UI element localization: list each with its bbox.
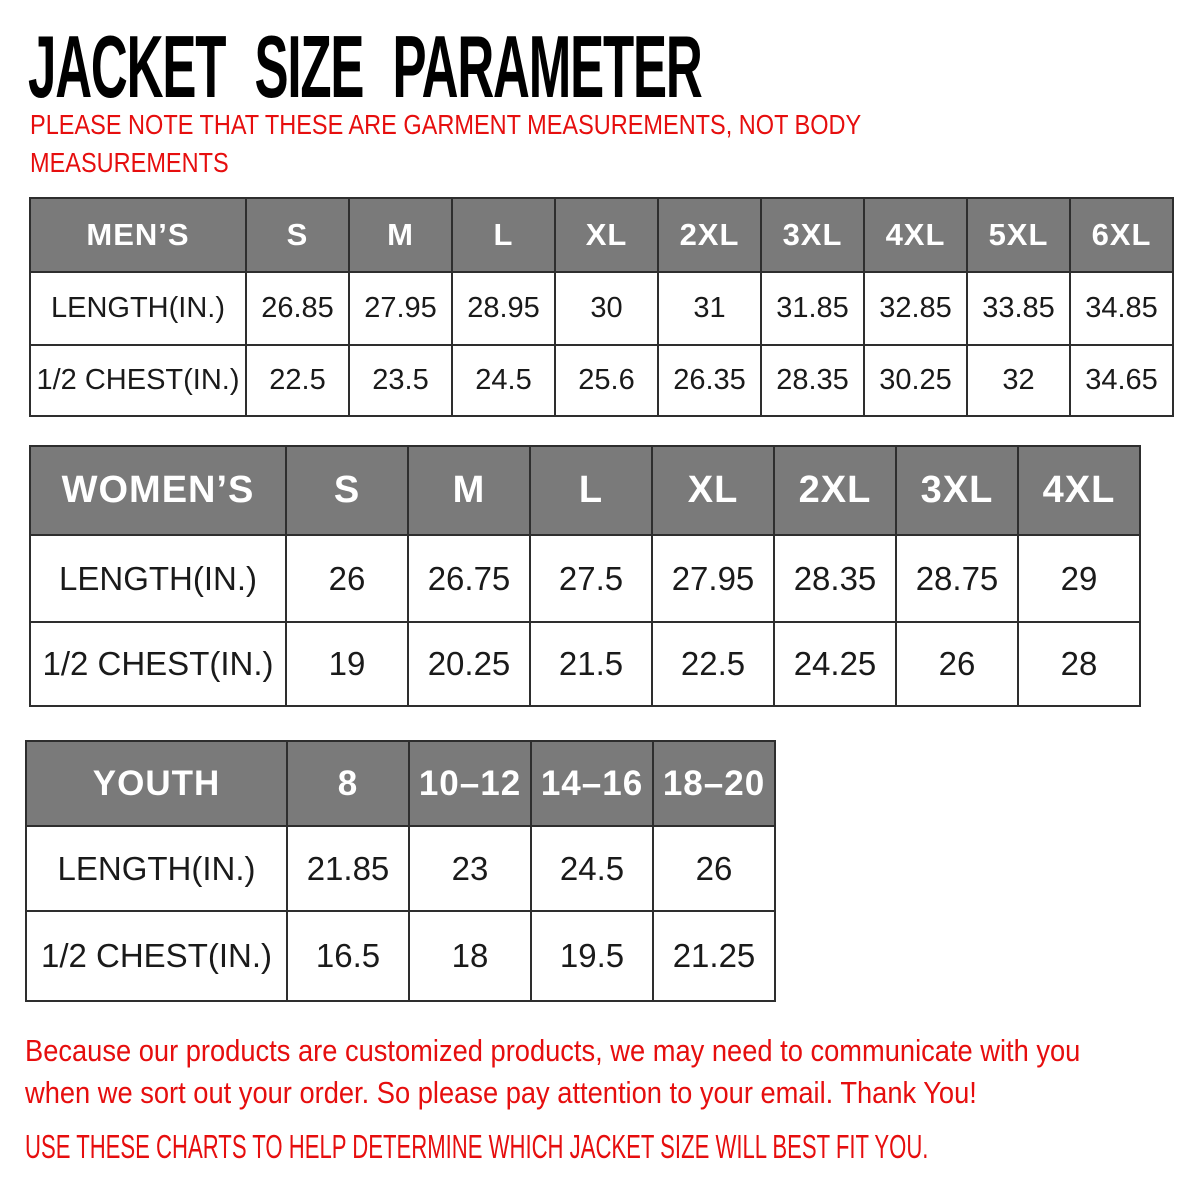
customization-notice: [25, 1030, 1080, 1114]
mens-row-label: 1/2 CHEST(IN.): [31, 346, 247, 417]
garment-measurement-note: [30, 106, 861, 182]
womens-size-table: [29, 445, 1141, 707]
mens-length-value: 31: [659, 273, 762, 346]
note-line-1: PLEASE NOTE THAT THESE ARE GARMENT MEASUREMENTS, NOT BODY: [30, 109, 862, 140]
mens-chest-value: 32: [968, 346, 1071, 417]
mens-size-header: S: [247, 199, 350, 273]
womens-size-header: S: [287, 447, 409, 536]
mens-length-value: 30: [556, 273, 659, 346]
womens-row-label: 1/2 CHEST(IN.): [31, 623, 287, 707]
womens-size-header: M: [409, 447, 531, 536]
womens-size-header: 2XL: [775, 447, 897, 536]
mens-length-value: 26.85: [247, 273, 350, 346]
customization-notice-line-1: Because our products are customized products, we may need to communicate with you: [25, 1033, 1081, 1068]
womens-length-value: 28.35: [775, 536, 897, 623]
mens-size-header: 3XL: [762, 199, 865, 273]
page-title: JACKET SIZE PARAMETER: [28, 17, 702, 116]
chart-usage-note: USE THESE CHARTS TO HELP DETERMINE WHICH JACKET SIZE WILL BEST FIT YOU.: [25, 1128, 929, 1165]
youth-length-value: 21.85: [288, 827, 410, 912]
womens-size-header: L: [531, 447, 653, 536]
womens-length-value: 26: [287, 536, 409, 623]
mens-table-title: MEN’S: [31, 199, 247, 273]
mens-chest-value: 30.25: [865, 346, 968, 417]
mens-length-value: 32.85: [865, 273, 968, 346]
mens-chest-value: 25.6: [556, 346, 659, 417]
womens-chest-value: 28: [1019, 623, 1141, 707]
mens-chest-value: 28.35: [762, 346, 865, 417]
mens-size-header: 4XL: [865, 199, 968, 273]
womens-length-value: 27.5: [531, 536, 653, 623]
womens-length-value: 28.75: [897, 536, 1019, 623]
mens-chest-value: 22.5: [247, 346, 350, 417]
mens-chest-value: 24.5: [453, 346, 556, 417]
youth-size-header: 8: [288, 742, 410, 827]
womens-size-header: 4XL: [1019, 447, 1141, 536]
womens-chest-value: 21.5: [531, 623, 653, 707]
mens-chest-value: 26.35: [659, 346, 762, 417]
mens-length-value: 31.85: [762, 273, 865, 346]
womens-chest-value: 26: [897, 623, 1019, 707]
mens-size-table: [29, 197, 1174, 417]
customization-notice-line-2: when we sort out your order. So please pay attention to your email. Thank You!: [25, 1075, 977, 1110]
youth-length-value: 26: [654, 827, 776, 912]
mens-size-header: L: [453, 199, 556, 273]
mens-chest-value: 23.5: [350, 346, 453, 417]
mens-size-header: 2XL: [659, 199, 762, 273]
note-line-2: MEASUREMENTS: [30, 147, 229, 178]
youth-row-label: 1/2 CHEST(IN.): [27, 912, 288, 1002]
youth-length-value: 24.5: [532, 827, 654, 912]
womens-chest-value: 19: [287, 623, 409, 707]
womens-size-header: 3XL: [897, 447, 1019, 536]
womens-chest-value: 22.5: [653, 623, 775, 707]
youth-chest-value: 19.5: [532, 912, 654, 1002]
womens-row-label: LENGTH(IN.): [31, 536, 287, 623]
youth-size-header: 10–12: [410, 742, 532, 827]
mens-row-label: LENGTH(IN.): [31, 273, 247, 346]
youth-table-title: YOUTH: [27, 742, 288, 827]
youth-row-label: LENGTH(IN.): [27, 827, 288, 912]
mens-length-value: 34.85: [1071, 273, 1174, 346]
youth-chest-value: 21.25: [654, 912, 776, 1002]
womens-length-value: 27.95: [653, 536, 775, 623]
youth-size-table: [25, 740, 776, 1002]
mens-size-header: 6XL: [1071, 199, 1174, 273]
mens-chest-value: 34.65: [1071, 346, 1174, 417]
womens-chest-value: 24.25: [775, 623, 897, 707]
mens-length-value: 27.95: [350, 273, 453, 346]
womens-size-header: XL: [653, 447, 775, 536]
mens-size-header: XL: [556, 199, 659, 273]
mens-length-value: 33.85: [968, 273, 1071, 346]
youth-size-header: 14–16: [532, 742, 654, 827]
youth-length-value: 23: [410, 827, 532, 912]
womens-table-title: WOMEN’S: [31, 447, 287, 536]
mens-size-header: M: [350, 199, 453, 273]
youth-size-header: 18–20: [654, 742, 776, 827]
womens-chest-value: 20.25: [409, 623, 531, 707]
womens-length-value: 29: [1019, 536, 1141, 623]
mens-size-header: 5XL: [968, 199, 1071, 273]
womens-length-value: 26.75: [409, 536, 531, 623]
youth-chest-value: 18: [410, 912, 532, 1002]
mens-length-value: 28.95: [453, 273, 556, 346]
youth-chest-value: 16.5: [288, 912, 410, 1002]
